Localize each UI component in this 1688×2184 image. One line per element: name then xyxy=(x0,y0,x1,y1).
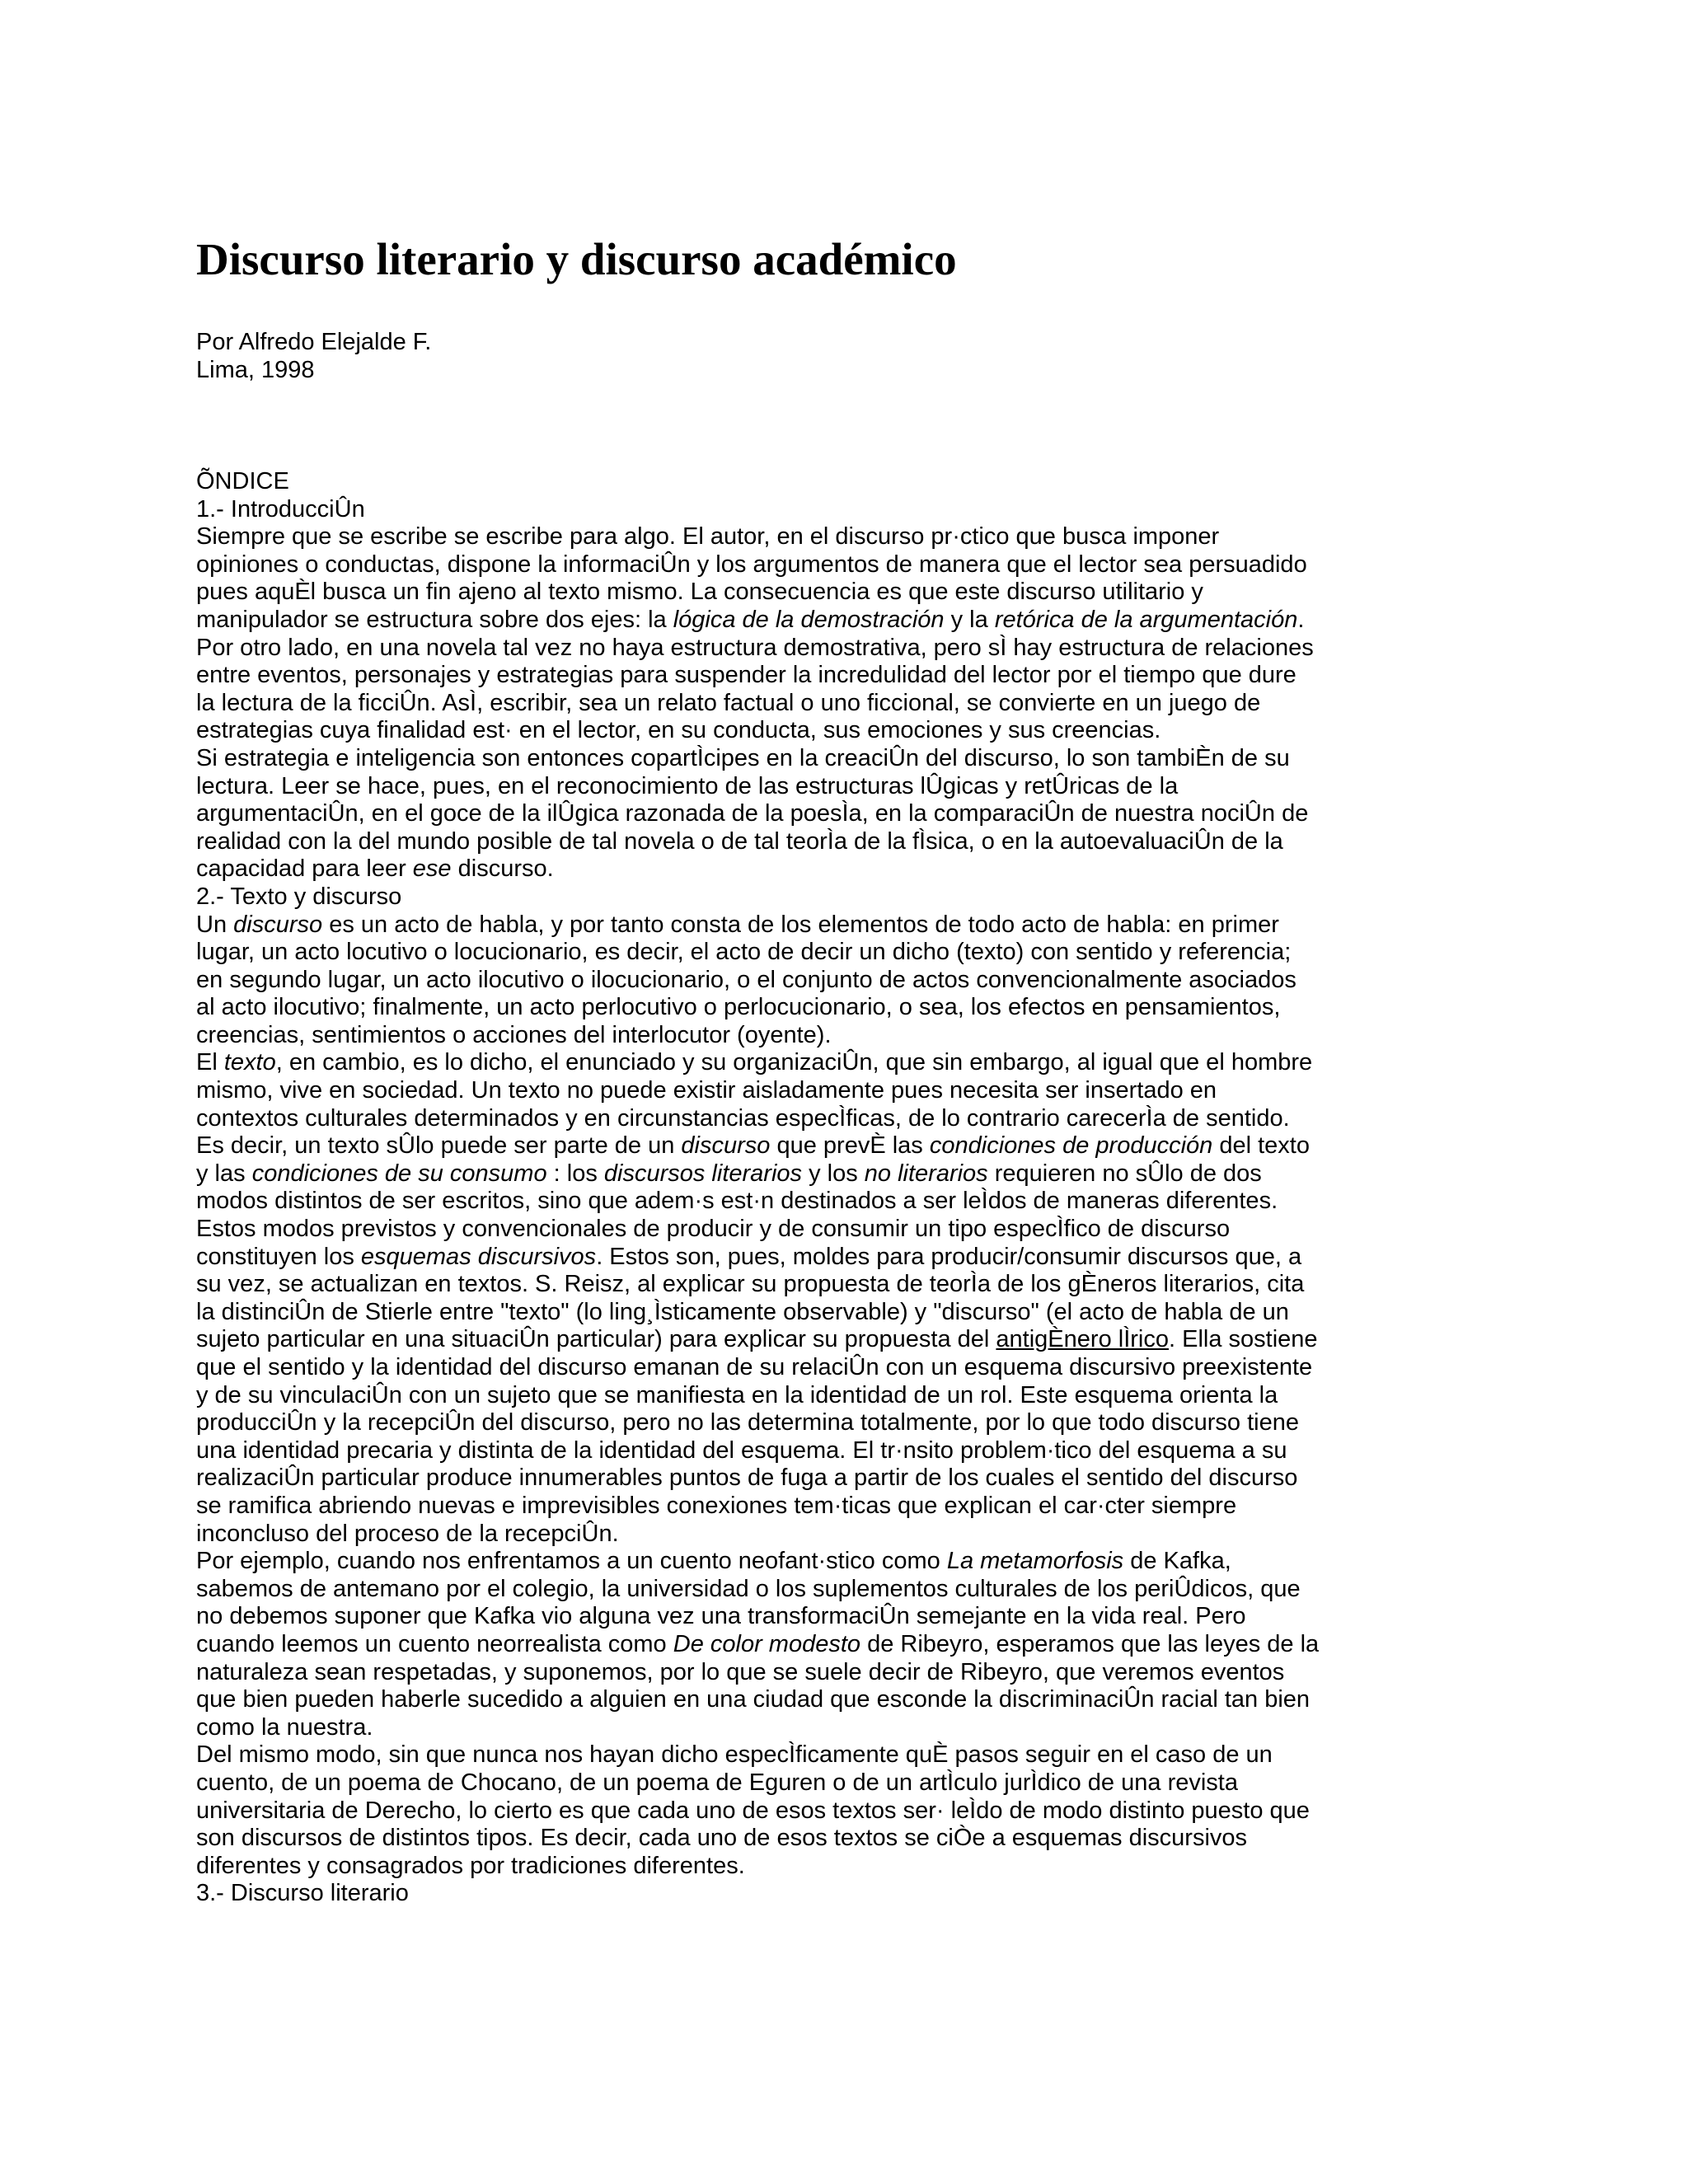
emphasis: esquemas discursivos xyxy=(360,1243,597,1270)
text-line: Del mismo modo, sin que nunca nos hayan dicho especÌficamente quÈ pasos seguir en el caso de un xyxy=(196,1741,1273,1769)
emphasis: condiciones de producción xyxy=(929,1132,1213,1160)
emphasis: condiciones de su consumo xyxy=(251,1160,547,1187)
text-line: naturaleza sean respetadas, y suponemos, por lo que se suele decir de Ribeyro, que veremos eventos xyxy=(196,1658,1285,1685)
text-line: Siempre que se escribe se escribe para algo. El autor, en el discurso pr·ctico que busca imponer xyxy=(196,523,1220,551)
text-line: contextos culturales determinados y en circunstancias especÌficas, de lo contrario carecerÌa de sentido. xyxy=(196,1104,1290,1132)
text-line xyxy=(196,1132,1310,1159)
text-line: que el sentido y la identidad del discurso emanan de su relaciÛn con un esquema discursivo preexistente xyxy=(196,1354,1313,1380)
text-line: no debemos suponer que Kafka vio alguna vez una transformaciÛn semejante en la vida real. Pero xyxy=(196,1603,1246,1630)
paragraph xyxy=(196,912,1515,1050)
text-line: entre eventos, personajes y estrategias para suspender la incredulidad del lector por el tiempo que dure xyxy=(196,662,1296,689)
section-heading: 3.- Discurso literario xyxy=(196,1880,409,1907)
text-run: de Kafka, xyxy=(1123,1548,1231,1575)
text-line: universitaria de Derecho, lo cierto es que cada uno de esos textos ser· leÌdo de modo distinto puesto que xyxy=(196,1797,1310,1824)
text-line: cuento, de un poema de Chocano, de un poema de Eguren o de un artÌculo jurÌdico de una revista xyxy=(196,1769,1238,1796)
text-line: y de su vinculaciÛn con un sujeto que se manifiesta en la identidad de un rol. Este esquema orienta la xyxy=(196,1381,1278,1408)
byline xyxy=(196,328,431,384)
text-run: cuando leemos un cuento neorrealista como xyxy=(196,1630,673,1657)
text-line: inconcluso del proceso de la recepciÛn. xyxy=(196,1520,619,1547)
text-line: lugar, un acto locutivo o locucionario, es decir, el acto de decir un dicho (texto) con sentido y referencia; xyxy=(196,939,1292,966)
text-line: lectura. Leer se hace, pues, en el reconocimiento de las estructuras lÛgicas y retÛricas de la xyxy=(196,772,1179,799)
section-heading: 1.- IntroducciÛn xyxy=(196,495,365,523)
text-line: pues aquÈl busca un fin ajeno al texto mismo. La consecuencia es que este discurso utilitario y xyxy=(196,579,1203,606)
text-run: constituyen los xyxy=(196,1243,361,1270)
text-run: Un xyxy=(196,911,234,938)
text-run: de Ribeyro, esperamos que las leyes de la xyxy=(860,1630,1320,1657)
text-run: y los xyxy=(802,1160,865,1187)
paragraph xyxy=(196,1049,1515,1548)
text-line: se ramifica abriendo nuevas e imprevisibles conexiones tem·ticas que explican el car·cter siempre xyxy=(196,1492,1237,1519)
text-run: manipulador se estructura sobre dos ejes: la xyxy=(196,606,673,633)
text-line: en segundo lugar, un acto ilocutivo o ilocucionario, o el conjunto de actos convencionalmente asociados xyxy=(196,966,1296,993)
text-run: Es decir, un texto sÛlo puede ser parte de un xyxy=(196,1132,682,1160)
text-run: requieren no sÛlo de dos xyxy=(987,1160,1262,1187)
text-line xyxy=(196,1160,1262,1187)
place-date: Lima, 1998 xyxy=(196,357,315,383)
text-line xyxy=(196,912,1279,938)
text-line xyxy=(196,1049,1312,1076)
text-line: Si estrategia e inteligencia son entonces copartÌcipes en la creaciÛn del discurso, lo son tambiÈn de su xyxy=(196,744,1290,771)
text-line: modos distintos de ser escritos, sino que adem·s est·n destinados a ser leÌdos de maneras diferentes. xyxy=(196,1188,1278,1215)
text-line: como la nuestra. xyxy=(196,1713,373,1741)
text-line: argumentaciÛn, en el goce de la ilÛgica razonada de la poesÌa, en la comparaciÛn de nuestra nociÛn de xyxy=(196,800,1309,827)
document-body xyxy=(196,468,1515,1908)
emphasis: no literarios xyxy=(864,1160,988,1187)
text-run: Por ejemplo, cuando nos enfrentamos a un cuento neofant·stico como xyxy=(196,1548,947,1575)
text-line: diferentes y consagrados por tradiciones diferentes. xyxy=(196,1852,745,1879)
text-line: creencias, sentimientos o acciones del interlocutor (oyente). xyxy=(196,1021,832,1048)
text-run: , en cambio, es lo dicho, el enunciado y su organizaciÛn, que sin embargo, al igual que el hombre xyxy=(275,1049,1313,1076)
text-line: que bien pueden haberle sucedido a alguien en una ciudad que esconde la discriminaciÛn racial tan bien xyxy=(196,1686,1311,1713)
text-run: del texto xyxy=(1212,1132,1310,1160)
emphasis: La metamorfosis xyxy=(946,1548,1124,1575)
text-line: estrategias cuya finalidad est· en el lector, en su conducta, sus emociones y sus creencias. xyxy=(196,717,1161,744)
text-line: realizaciÛn particular produce innumerables puntos de fuga a partir de los cuales el sentido del discurso xyxy=(196,1465,1298,1492)
emphasis: ese xyxy=(412,855,452,883)
text-run: sujeto particular en una situaciÛn particular) para explicar su propuesta del xyxy=(196,1326,996,1353)
text-line: Estos modos previstos y convencionales de producir y de consumir un tipo especÌfico de discurso xyxy=(196,1216,1231,1243)
text-run: . Estos son, pues, moldes para producir/consumir discursos que, a xyxy=(596,1243,1302,1270)
text-line: una identidad precaria y distinta de la identidad del esquema. El tr·nsito problem·tico del esquema a su xyxy=(196,1436,1287,1464)
author-line: Por Alfredo Elejalde F. xyxy=(196,329,432,355)
text-line: al acto ilocutivo; finalmente, un acto perlocutivo o perlocucionario, o sea, los efectos en pensamientos, xyxy=(196,994,1281,1021)
text-line: sabemos de antemano por el colegio, la universidad o los suplementos culturales de los periÛdicos, que xyxy=(196,1575,1301,1602)
document-title: Discurso literario y discurso académico xyxy=(196,234,957,284)
text-line xyxy=(196,1548,1231,1574)
text-run: discurso. xyxy=(451,855,554,883)
section-heading: 2.- Texto y discurso xyxy=(196,883,402,910)
text-line: la distinciÛn de Stierle entre "texto" (lo ling¸Ìsticamente observable) y "discurso" (el acto de habla de un xyxy=(196,1298,1289,1325)
text-line: su vez, se actualizan en textos. S. Reisz, al explicar su propuesta de teorÌa de los gÈneros literarios, cita xyxy=(196,1271,1305,1298)
text-line: realidad con la del mundo posible de tal novela o de tal teorÌa de la fÌsica, o en la autoevaluaciÛn de la xyxy=(196,827,1283,855)
emphasis: De color modesto xyxy=(673,1630,861,1657)
index-heading: ÕNDICE xyxy=(196,468,289,494)
paragraph xyxy=(196,523,1515,745)
text-line: Por otro lado, en una novela tal vez no haya estructura demostrativa, pero sÌ hay estructura de relaciones xyxy=(196,634,1314,661)
text-run: . Ella sostiene xyxy=(1168,1326,1318,1353)
emphasis: retórica de la argumentación xyxy=(994,606,1298,633)
text-run: que prevÈ las xyxy=(770,1132,930,1160)
emphasis: lógica de la demostración xyxy=(673,606,945,633)
emphasis: discurso xyxy=(233,911,323,938)
text-line: mismo, vive en sociedad. Un texto no puede existir aisladamente pues necesita ser insertado en xyxy=(196,1077,1217,1104)
text-run: es un acto de habla, y por tanto consta de los elementos de todo acto de habla: en primer xyxy=(322,911,1279,938)
paragraph xyxy=(196,1741,1515,1880)
text-run: capacidad para leer xyxy=(196,855,413,883)
text-run: . xyxy=(1297,606,1305,633)
text-run: El xyxy=(196,1049,224,1076)
text-run: y las xyxy=(196,1160,252,1187)
text-line: producciÛn y la recepciÛn del discurso, pero no las determina totalmente, por lo que todo discurso tiene xyxy=(196,1409,1299,1436)
text-line xyxy=(196,1631,1319,1657)
emphasis: discursos literarios xyxy=(603,1160,803,1187)
text-line: la lectura de la ficciÛn. AsÌ, escribir, sea un relato factual o uno ficcional, se convierte en un juego de xyxy=(196,689,1261,716)
underlined-link[interactable]: antigÈnero lÌrico xyxy=(996,1326,1169,1353)
text-line xyxy=(196,855,554,882)
text-line: opiniones o conductas, dispone la informaciÛn y los argumentos de manera que el lector sea persuadido xyxy=(196,551,1307,578)
text-run: : los xyxy=(546,1160,604,1187)
text-line xyxy=(196,607,1304,633)
emphasis: texto xyxy=(223,1049,276,1076)
emphasis: discurso xyxy=(681,1132,771,1160)
text-run: y la xyxy=(944,606,995,633)
paragraph xyxy=(196,745,1515,883)
text-line: son discursos de distintos tipos. Es decir, cada uno de esos textos se ciÒe a esquemas discursivos xyxy=(196,1825,1248,1852)
paragraph xyxy=(196,1548,1515,1741)
text-line xyxy=(196,1244,1301,1270)
text-line xyxy=(196,1326,1318,1352)
